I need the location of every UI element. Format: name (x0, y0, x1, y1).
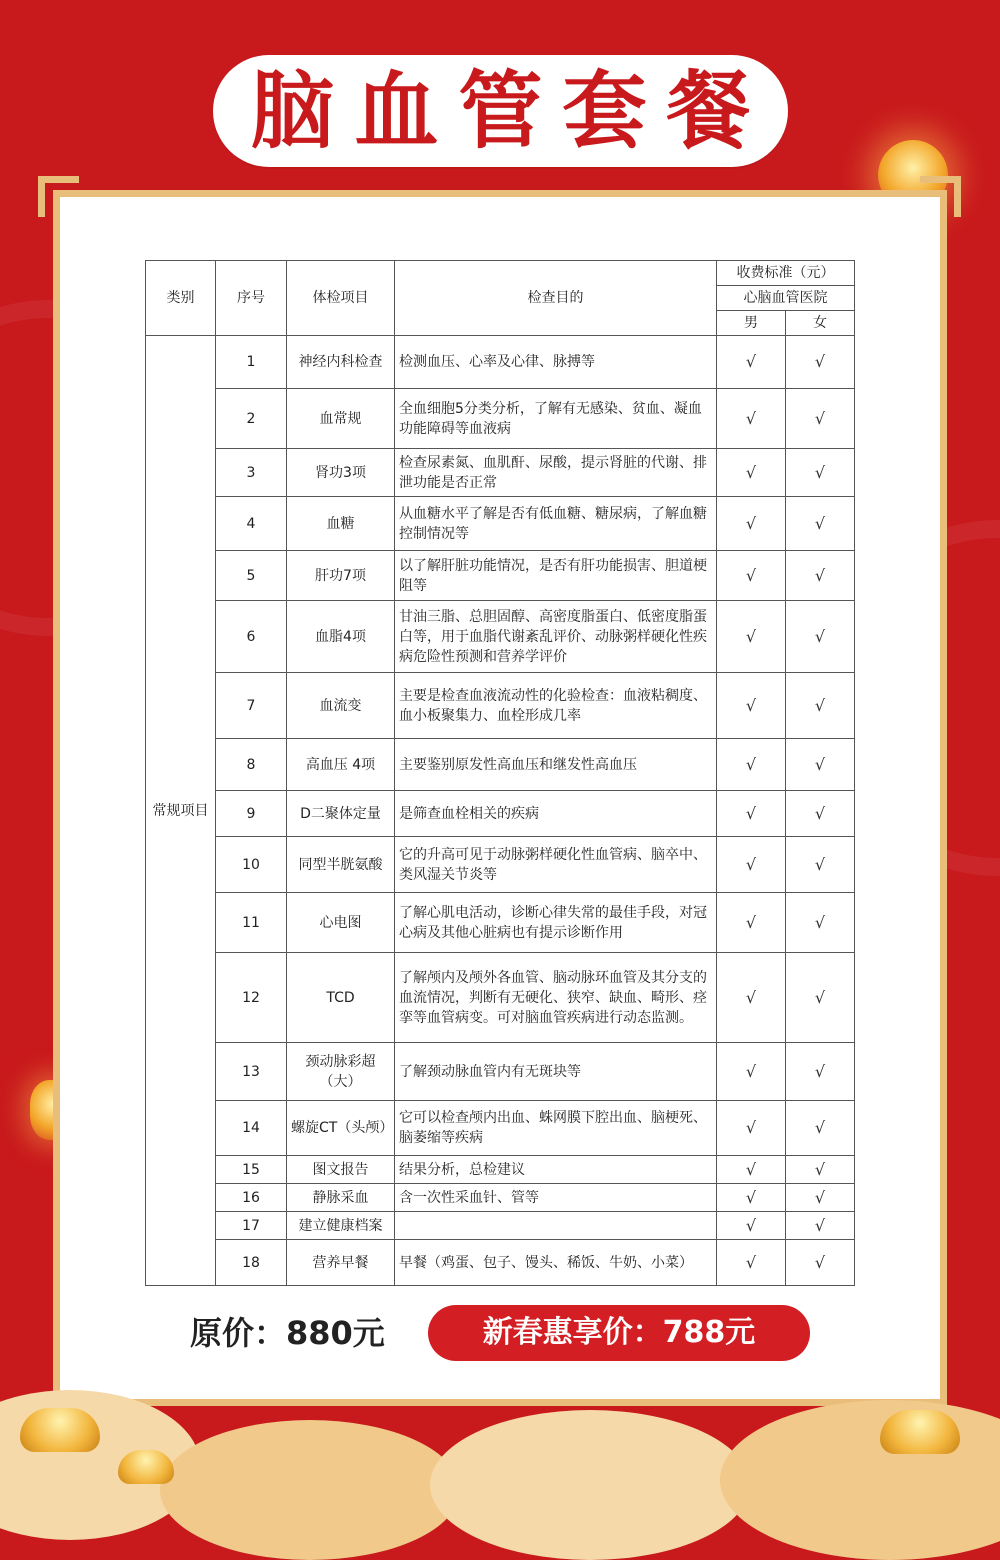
row-female-check: √ (786, 601, 855, 673)
row-number: 12 (216, 953, 287, 1043)
row-male-check: √ (717, 893, 786, 953)
row-purpose: 了解颈动脉血管内有无斑块等 (395, 1043, 717, 1101)
cloud-decoration (430, 1410, 750, 1560)
exam-package-table (145, 260, 855, 1286)
row-number: 11 (216, 893, 287, 953)
row-female-check: √ (786, 1240, 855, 1286)
row-number: 10 (216, 837, 287, 893)
row-number: 17 (216, 1212, 287, 1240)
header-female: 女 (786, 311, 855, 336)
row-item: 血脂4项 (287, 601, 395, 673)
row-item: 建立健康档案 (287, 1212, 395, 1240)
frame-corner (38, 176, 79, 217)
row-item: 静脉采血 (287, 1184, 395, 1212)
row-item: 心电图 (287, 893, 395, 953)
row-female-check: √ (786, 389, 855, 449)
sale-price-badge: 新春惠享价：788元 (428, 1305, 810, 1361)
page-title: 脑血管套餐 (250, 62, 771, 160)
row-purpose: 检查尿素氮、血肌酐、尿酸，提示肾脏的代谢、排泄功能是否正常 (395, 449, 717, 497)
gold-ingot-icon (880, 1410, 960, 1454)
row-number: 5 (216, 551, 287, 601)
row-female-check: √ (786, 739, 855, 791)
row-item: 营养早餐 (287, 1240, 395, 1286)
row-number: 3 (216, 449, 287, 497)
row-male-check: √ (717, 1101, 786, 1156)
row-male-check: √ (717, 673, 786, 739)
row-number: 18 (216, 1240, 287, 1286)
title-banner (213, 55, 788, 167)
row-female-check: √ (786, 1101, 855, 1156)
row-male-check: √ (717, 1212, 786, 1240)
row-purpose: 检测血压、心率及心律、脉搏等 (395, 336, 717, 389)
row-female-check: √ (786, 893, 855, 953)
row-purpose: 它可以检查颅内出血、蛛网膜下腔出血、脑梗死、脑萎缩等疾病 (395, 1101, 717, 1156)
row-female-check: √ (786, 673, 855, 739)
row-number: 16 (216, 1184, 287, 1212)
row-purpose: 甘油三脂、总胆固醇、高密度脂蛋白、低密度脂蛋白等，用于血脂代谢紊乱评价、动脉粥样硬化性疾病危险性预测和营养学评价 (395, 601, 717, 673)
row-male-check: √ (717, 1043, 786, 1101)
row-number: 15 (216, 1156, 287, 1184)
row-male-check: √ (717, 1184, 786, 1212)
header-male: 男 (717, 311, 786, 336)
row-item: 肾功3项 (287, 449, 395, 497)
row-male-check: √ (717, 791, 786, 837)
row-male-check: √ (717, 336, 786, 389)
row-purpose: 是筛查血栓相关的疾病 (395, 791, 717, 837)
row-purpose: 主要鉴别原发性高血压和继发性高血压 (395, 739, 717, 791)
original-price: 原价：880元 (190, 1314, 385, 1352)
header-purpose: 检查目的 (395, 261, 717, 336)
gold-ingot-icon (118, 1450, 174, 1484)
row-number: 14 (216, 1101, 287, 1156)
row-item: 血流变 (287, 673, 395, 739)
row-number: 8 (216, 739, 287, 791)
header-hospital: 心脑血管医院 (717, 286, 855, 311)
row-item: 肝功7项 (287, 551, 395, 601)
row-purpose: 主要是检查血液流动性的化验检查：血液粘稠度、血小板聚集力、血栓形成几率 (395, 673, 717, 739)
row-purpose: 早餐（鸡蛋、包子、馒头、稀饭、牛奶、小菜） (395, 1240, 717, 1286)
row-female-check: √ (786, 1212, 855, 1240)
row-purpose: 含一次性采血针、管等 (395, 1184, 717, 1212)
row-female-check: √ (786, 1043, 855, 1101)
row-female-check: √ (786, 1156, 855, 1184)
row-item: TCD (287, 953, 395, 1043)
gold-ingot-icon (20, 1408, 100, 1452)
row-female-check: √ (786, 953, 855, 1043)
cloud-decoration (160, 1420, 460, 1560)
row-item: 神经内科检查 (287, 336, 395, 389)
row-purpose: 了解心肌电活动，诊断心律失常的最佳手段，对冠心病及其他心脏病也有提示诊断作用 (395, 893, 717, 953)
row-male-check: √ (717, 953, 786, 1043)
row-number: 13 (216, 1043, 287, 1101)
row-purpose (395, 1212, 717, 1240)
row-female-check: √ (786, 837, 855, 893)
row-item: D二聚体定量 (287, 791, 395, 837)
row-purpose: 结果分析，总检建议 (395, 1156, 717, 1184)
row-purpose: 从血糖水平了解是否有低血糖、糖尿病，了解血糖控制情况等 (395, 497, 717, 551)
row-male-check: √ (717, 1240, 786, 1286)
row-female-check: √ (786, 791, 855, 837)
row-female-check: √ (786, 336, 855, 389)
row-male-check: √ (717, 837, 786, 893)
row-item: 血糖 (287, 497, 395, 551)
row-male-check: √ (717, 739, 786, 791)
frame-corner (920, 176, 961, 217)
row-purpose: 全血细胞5分类分析，了解有无感染、贫血、凝血功能障碍等血液病 (395, 389, 717, 449)
row-item: 螺旋CT（头颅） (287, 1101, 395, 1156)
row-male-check: √ (717, 389, 786, 449)
row-item: 血常规 (287, 389, 395, 449)
header-category: 类别 (146, 261, 216, 336)
row-female-check: √ (786, 449, 855, 497)
price-bar (0, 1305, 1000, 1361)
row-female-check: √ (786, 551, 855, 601)
row-number: 2 (216, 389, 287, 449)
row-female-check: √ (786, 497, 855, 551)
row-male-check: √ (717, 601, 786, 673)
category-cell: 常规项目 (146, 336, 216, 1286)
row-number: 7 (216, 673, 287, 739)
row-item: 同型半胱氨酸 (287, 837, 395, 893)
row-item: 高血压 4项 (287, 739, 395, 791)
row-purpose: 了解颅内及颅外各血管、脑动脉环血管及其分支的血流情况，判断有无硬化、狭窄、缺血、畸形、痉挛等血管病变。可对脑血管疾病进行动态监测。 (395, 953, 717, 1043)
row-male-check: √ (717, 497, 786, 551)
row-number: 1 (216, 336, 287, 389)
header-fee-standard: 收费标准（元） (717, 261, 855, 286)
cloud-decoration (720, 1400, 1000, 1560)
row-number: 9 (216, 791, 287, 837)
row-number: 4 (216, 497, 287, 551)
row-male-check: √ (717, 1156, 786, 1184)
row-item: 图文报告 (287, 1156, 395, 1184)
row-male-check: √ (717, 551, 786, 601)
row-female-check: √ (786, 1184, 855, 1212)
row-item: 颈动脉彩超（大） (287, 1043, 395, 1101)
row-male-check: √ (717, 449, 786, 497)
row-purpose: 以了解肝脏功能情况，是否有肝功能损害、胆道梗阻等 (395, 551, 717, 601)
header-item: 体检项目 (287, 261, 395, 336)
header-number: 序号 (216, 261, 287, 336)
row-number: 6 (216, 601, 287, 673)
row-purpose: 它的升高可见于动脉粥样硬化性血管病、脑卒中、类风湿关节炎等 (395, 837, 717, 893)
